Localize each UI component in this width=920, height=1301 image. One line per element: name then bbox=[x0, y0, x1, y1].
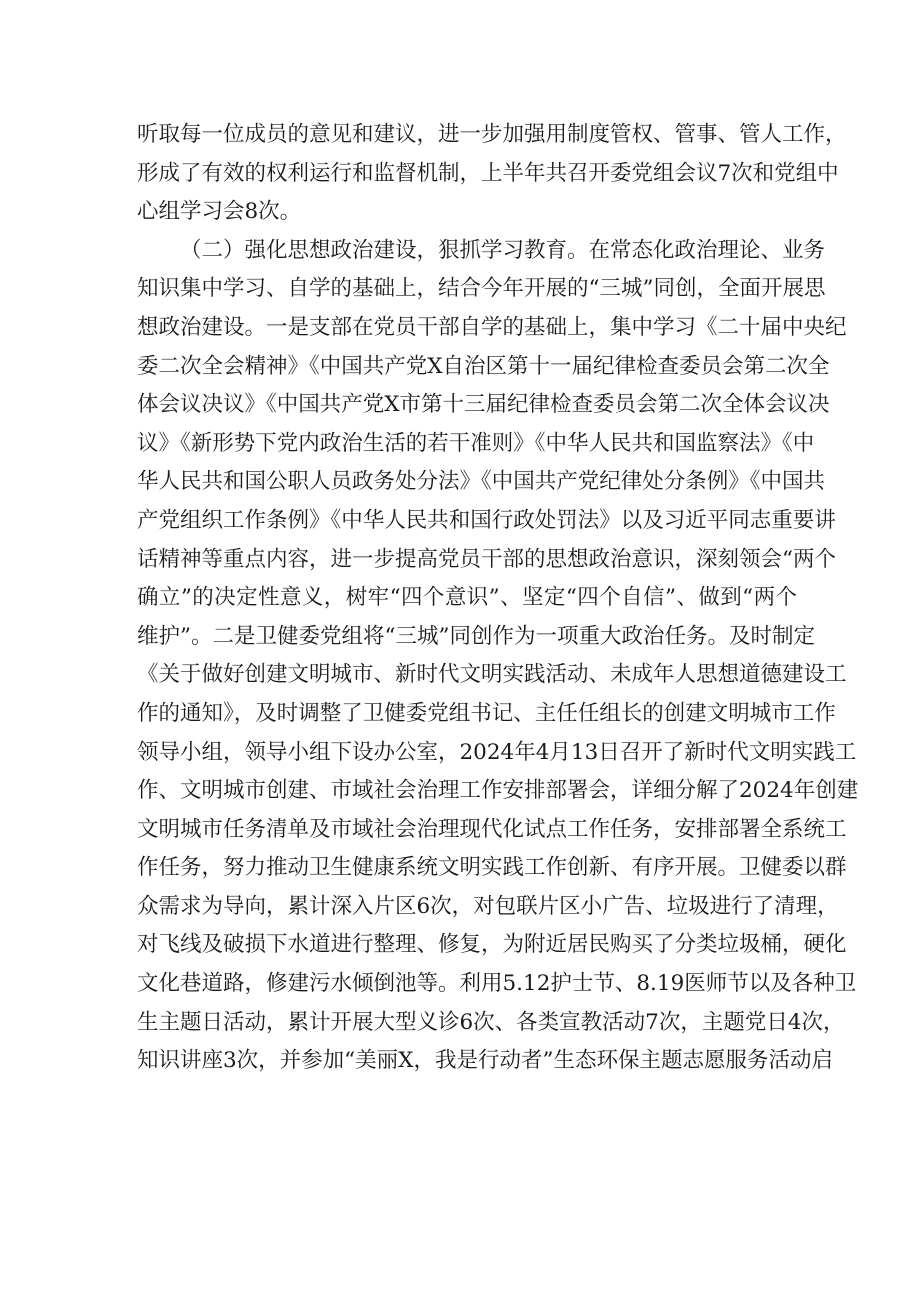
section-heading-line: （二）强化思想政治建设，狠抓学习教育。在常态化政治理论、业务 bbox=[180, 237, 826, 263]
text-line: 对飞线及破损下水道进行整理、修复，为附近居民购买了分类垃圾桶，硬化 bbox=[137, 932, 847, 958]
text-line: 体会议决议》《中国共产党X市第十三届纪律检查委员会第二次全体会议决 bbox=[137, 392, 830, 418]
text-line: 议》《新形势下党内政治生活的若干准则》《中华人民共和国监察法》《中 bbox=[137, 430, 815, 456]
text-line: 知识讲座3次，并参加“美丽X，我是行动者”生态环保主题志愿服务活动启 bbox=[137, 1048, 833, 1074]
text-line: 话精神等重点内容，进一步提高党员干部的思想政治意识，深刻领会“两个 bbox=[137, 546, 836, 572]
text-line: 听取每一位成员的意见和建议，进一步加强用制度管权、管事、管人工作， bbox=[137, 122, 847, 147]
text-line: 华人民共和国公职人员政务处分法》《中国共产党纪律处分条例》《中国共 bbox=[137, 469, 826, 495]
text-line: 想政治建设。一是支部在党员干部自学的基础上，集中学习《二十届中央纪 bbox=[137, 314, 847, 340]
text-line: 文化巷道路，修建污水倾倒池等。利用5.12护士节、8.19医师节以及各种卫 bbox=[137, 971, 857, 997]
text-line: 作的通知》，及时调整了卫健委党组书记、主任任组长的创建文明城市工作 bbox=[137, 700, 836, 726]
text-line: 产党组织工作条例》《中华人民共和国行政处罚法》以及习近平同志重要讲 bbox=[137, 507, 836, 533]
text-line: 维护”。二是卫健委党组将“三城”同创作为一项重大政治任务。及时制定 bbox=[137, 623, 815, 649]
text-line: 心组学习会8次。 bbox=[137, 199, 302, 225]
text-line: 作、文明城市创建、市域社会治理工作安排部署会，详细分解了2024年创建 bbox=[137, 778, 859, 804]
body-text bbox=[137, 116, 859, 1081]
text-line: 文明城市任务清单及市域社会治理现代化试点工作任务，安排部署全系统工 bbox=[137, 816, 847, 842]
text-line: 知识集中学习、自学的基础上，结合今年开展的“三城”同创，全面开展思 bbox=[137, 276, 826, 302]
text-line: 领导小组，领导小组下设办公室，2024年4月13日召开了新时代文明实践工 bbox=[137, 739, 857, 765]
text-line: 确立”的决定性意义，树牢“四个意识”、坚定“四个自信”、做到“两个 bbox=[137, 585, 797, 611]
text-line: 《关于做好创建文明城市、新时代文明实践活动、未成年人思想道德建设工 bbox=[137, 662, 847, 688]
text-line: 作任务，努力推动卫生健康系统文明实践工作创新、有序开展。卫健委以群 bbox=[137, 855, 847, 881]
text-line: 众需求为导向，累计深入片区6次，对包联片区小广告、垃圾进行了清理， bbox=[137, 893, 839, 919]
text-line: 生主题日活动，累计开展大型义诊6次、各类宣教活动7次，主题党日4次， bbox=[137, 1009, 845, 1035]
text-line: 委二次全会精神》《中国共产党X自治区第十一届纪律检查委员会第二次全 bbox=[137, 353, 830, 379]
text-line: 形成了有效的权利运行和监督机制，上半年共召开委党组会议7次和党组中 bbox=[137, 160, 839, 186]
